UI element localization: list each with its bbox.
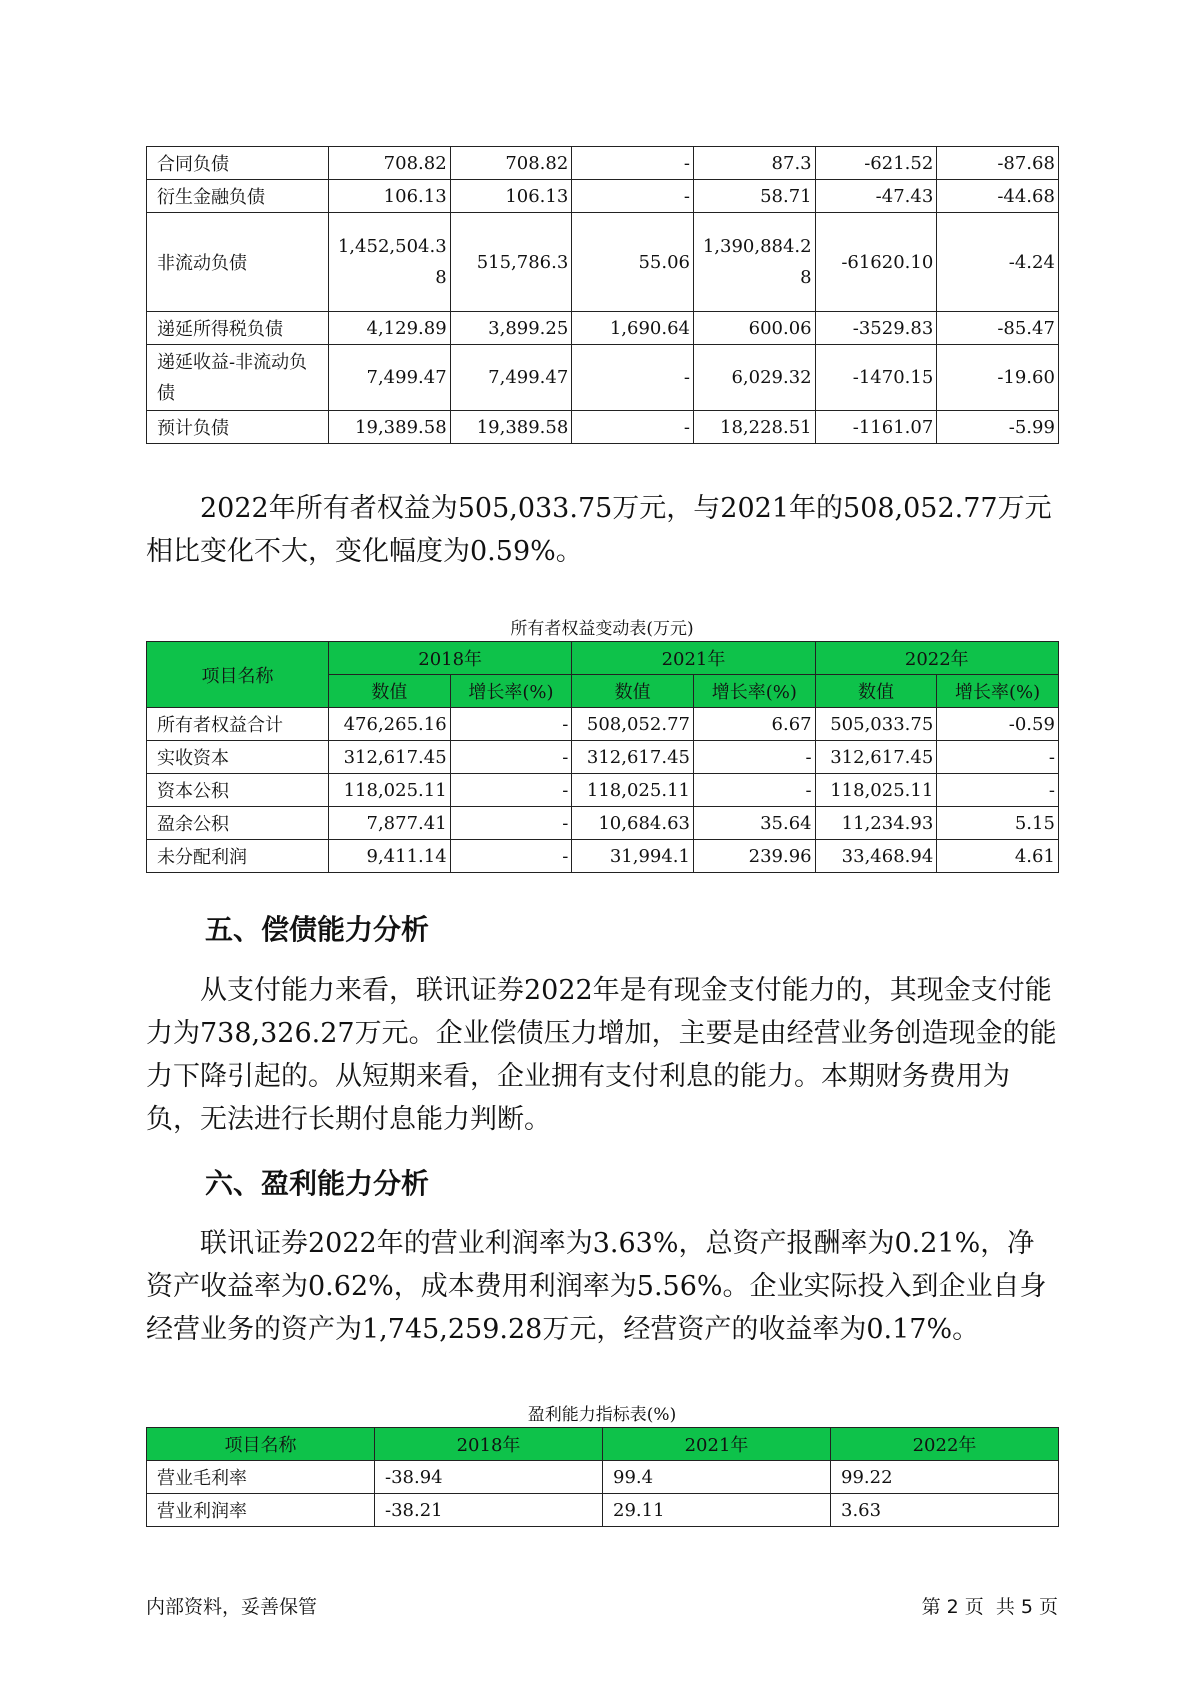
table-cell: - — [937, 741, 1059, 774]
table-cell: - — [572, 180, 694, 213]
table-cell: -87.68 — [937, 147, 1059, 180]
table-cell: 35.64 — [693, 807, 815, 840]
table-cell: -4.24 — [937, 213, 1059, 312]
table-cell: 505,033.75 — [815, 708, 937, 741]
table-cell: -44.68 — [937, 180, 1059, 213]
row-label: 预计负债 — [147, 411, 329, 444]
equity-paragraph: 2022年所有者权益为505,033.75万元，与2021年的508,052.77万元相比变化不大，变化幅度为0.59%。 — [146, 493, 1052, 567]
table-cell: 31,994.1 — [572, 840, 694, 873]
table-cell: 33,468.94 — [815, 840, 937, 873]
table-cell: 4.61 — [937, 840, 1059, 873]
column-header: 数值 — [572, 675, 694, 708]
section-heading-solvency: 五、偿债能力分析 — [205, 913, 430, 946]
table-cell: 19,389.58 — [450, 411, 572, 444]
table-cell: 18,228.51 — [693, 411, 815, 444]
table-row — [147, 1494, 1059, 1527]
table-cell: -1470.15 — [815, 345, 937, 411]
table-cell: 87.3 — [693, 147, 815, 180]
table-cell: - — [937, 774, 1059, 807]
table-cell: 118,025.11 — [815, 774, 937, 807]
row-label: 未分配利润 — [147, 840, 329, 873]
table-cell: - — [450, 840, 572, 873]
column-header: 数值 — [815, 675, 937, 708]
table-cell: -621.52 — [815, 147, 937, 180]
table-cell: -5.99 — [937, 411, 1059, 444]
table-cell: - — [450, 774, 572, 807]
table-cell: 6,029.32 — [693, 345, 815, 411]
table-cell: -0.59 — [937, 708, 1059, 741]
liabilities-table — [146, 146, 1059, 444]
column-header: 2018年 — [329, 642, 572, 675]
profit-table-caption: 盈利能力指标表(%) — [527, 1405, 677, 1425]
column-header: 2022年 — [815, 642, 1058, 675]
table-cell: 708.82 — [329, 147, 451, 180]
solvency-paragraph: 从支付能力来看，联讯证券2022年是有现金支付能力的，其现金支付能力为738,326.27万元。企业偿债压力增加，主要是由经营业务创造现金的能力下降引起的。从短期来看，企业拥有支付利息的能力。本期财务费用为负，无法进行长期付息能力判断。 — [146, 975, 1057, 1135]
section-heading-profitability: 六、盈利能力分析 — [205, 1167, 430, 1200]
table-row — [147, 411, 1059, 444]
row-label: 递延收益-非流动负债 — [147, 345, 329, 411]
table-cell: 3,899.25 — [450, 312, 572, 345]
table-cell: -38.94 — [375, 1461, 603, 1494]
table-cell: 10,684.63 — [572, 807, 694, 840]
table-cell: 600.06 — [693, 312, 815, 345]
table-row — [147, 807, 1059, 840]
table-cell: 11,234.93 — [815, 807, 937, 840]
table-cell: 106.13 — [450, 180, 572, 213]
profitability-table — [146, 1427, 1059, 1527]
table-cell: - — [693, 741, 815, 774]
table-cell: - — [450, 708, 572, 741]
column-header: 增长率(%) — [450, 675, 572, 708]
table-cell: -85.47 — [937, 312, 1059, 345]
row-label: 实收资本 — [147, 741, 329, 774]
table-cell: 312,617.45 — [329, 741, 451, 774]
table-cell: - — [450, 741, 572, 774]
table-cell: - — [572, 411, 694, 444]
table-row — [147, 1461, 1059, 1494]
table-cell: - — [693, 774, 815, 807]
table-cell: 7,499.47 — [329, 345, 451, 411]
table-row — [147, 147, 1059, 180]
table-cell: 515,786.3 — [450, 213, 572, 312]
column-header: 2022年 — [831, 1428, 1059, 1461]
column-header: 2021年 — [603, 1428, 831, 1461]
table-cell: 239.96 — [693, 840, 815, 873]
column-header: 数值 — [329, 675, 451, 708]
table-cell: 99.4 — [603, 1461, 831, 1494]
row-label: 营业毛利率 — [147, 1461, 375, 1494]
column-header: 增长率(%) — [693, 675, 815, 708]
table-cell: 99.22 — [831, 1461, 1059, 1494]
row-label: 营业利润率 — [147, 1494, 375, 1527]
table-cell: -1161.07 — [815, 411, 937, 444]
table-cell: -38.21 — [375, 1494, 603, 1527]
row-label: 盈余公积 — [147, 807, 329, 840]
table-cell: -3529.83 — [815, 312, 937, 345]
table-cell: 3.63 — [831, 1494, 1059, 1527]
table-row — [147, 741, 1059, 774]
table-cell: 5.15 — [937, 807, 1059, 840]
table-cell: 118,025.11 — [329, 774, 451, 807]
table-row — [147, 213, 1059, 312]
row-label: 非流动负债 — [147, 213, 329, 312]
table-cell: 19,389.58 — [329, 411, 451, 444]
table-cell: - — [572, 345, 694, 411]
table-row — [147, 312, 1059, 345]
table-row — [147, 345, 1059, 411]
table-cell: 9,411.14 — [329, 840, 451, 873]
row-label: 资本公积 — [147, 774, 329, 807]
table-cell: 4,129.89 — [329, 312, 451, 345]
table-cell: 118,025.11 — [572, 774, 694, 807]
table-cell: 312,617.45 — [815, 741, 937, 774]
equity-table — [146, 641, 1059, 873]
table-cell: -47.43 — [815, 180, 937, 213]
table-cell: 708.82 — [450, 147, 572, 180]
column-header: 增长率(%) — [937, 675, 1059, 708]
table-cell: 7,499.47 — [450, 345, 572, 411]
table-header-row — [147, 642, 1059, 675]
column-header: 2018年 — [375, 1428, 603, 1461]
table-row — [147, 708, 1059, 741]
profitability-paragraph: 联讯证券2022年的营业利润率为3.63%，总资产报酬率为0.21%，净资产收益率为0.62%，成本费用利润率为5.56%。企业实际投入到企业自身经营业务的资产为1,745,259.28万元，经营资产的收益率为0.17%。 — [146, 1228, 1047, 1345]
table-cell: 476,265.16 — [329, 708, 451, 741]
table-cell: - — [450, 807, 572, 840]
table-cell: 58.71 — [693, 180, 815, 213]
table-cell: 1,452,504.38 — [329, 213, 451, 312]
table-cell: 6.67 — [693, 708, 815, 741]
column-header: 项目名称 — [147, 642, 329, 708]
row-label: 递延所得税负债 — [147, 312, 329, 345]
table-cell: 106.13 — [329, 180, 451, 213]
table-cell: 29.11 — [603, 1494, 831, 1527]
table-cell: 312,617.45 — [572, 741, 694, 774]
column-header: 2021年 — [572, 642, 815, 675]
table-cell: -61620.10 — [815, 213, 937, 312]
equity-table-caption: 所有者权益变动表(万元) — [510, 619, 694, 639]
column-header: 项目名称 — [147, 1428, 375, 1461]
row-label: 所有者权益合计 — [147, 708, 329, 741]
footer-page-number: 第 2 页 共 5 页 — [921, 1596, 1058, 1618]
table-cell: 508,052.77 — [572, 708, 694, 741]
table-header-row — [147, 1428, 1059, 1461]
table-row — [147, 180, 1059, 213]
footer-confidential-note: 内部资料，妥善保管 — [146, 1596, 318, 1618]
row-label: 衍生金融负债 — [147, 180, 329, 213]
table-cell: 7,877.41 — [329, 807, 451, 840]
row-label: 合同负债 — [147, 147, 329, 180]
table-cell: 55.06 — [572, 213, 694, 312]
table-row — [147, 774, 1059, 807]
table-row — [147, 840, 1059, 873]
table-cell: - — [572, 147, 694, 180]
table-cell: -19.60 — [937, 345, 1059, 411]
table-cell: 1,690.64 — [572, 312, 694, 345]
table-cell: 1,390,884.28 — [693, 213, 815, 312]
